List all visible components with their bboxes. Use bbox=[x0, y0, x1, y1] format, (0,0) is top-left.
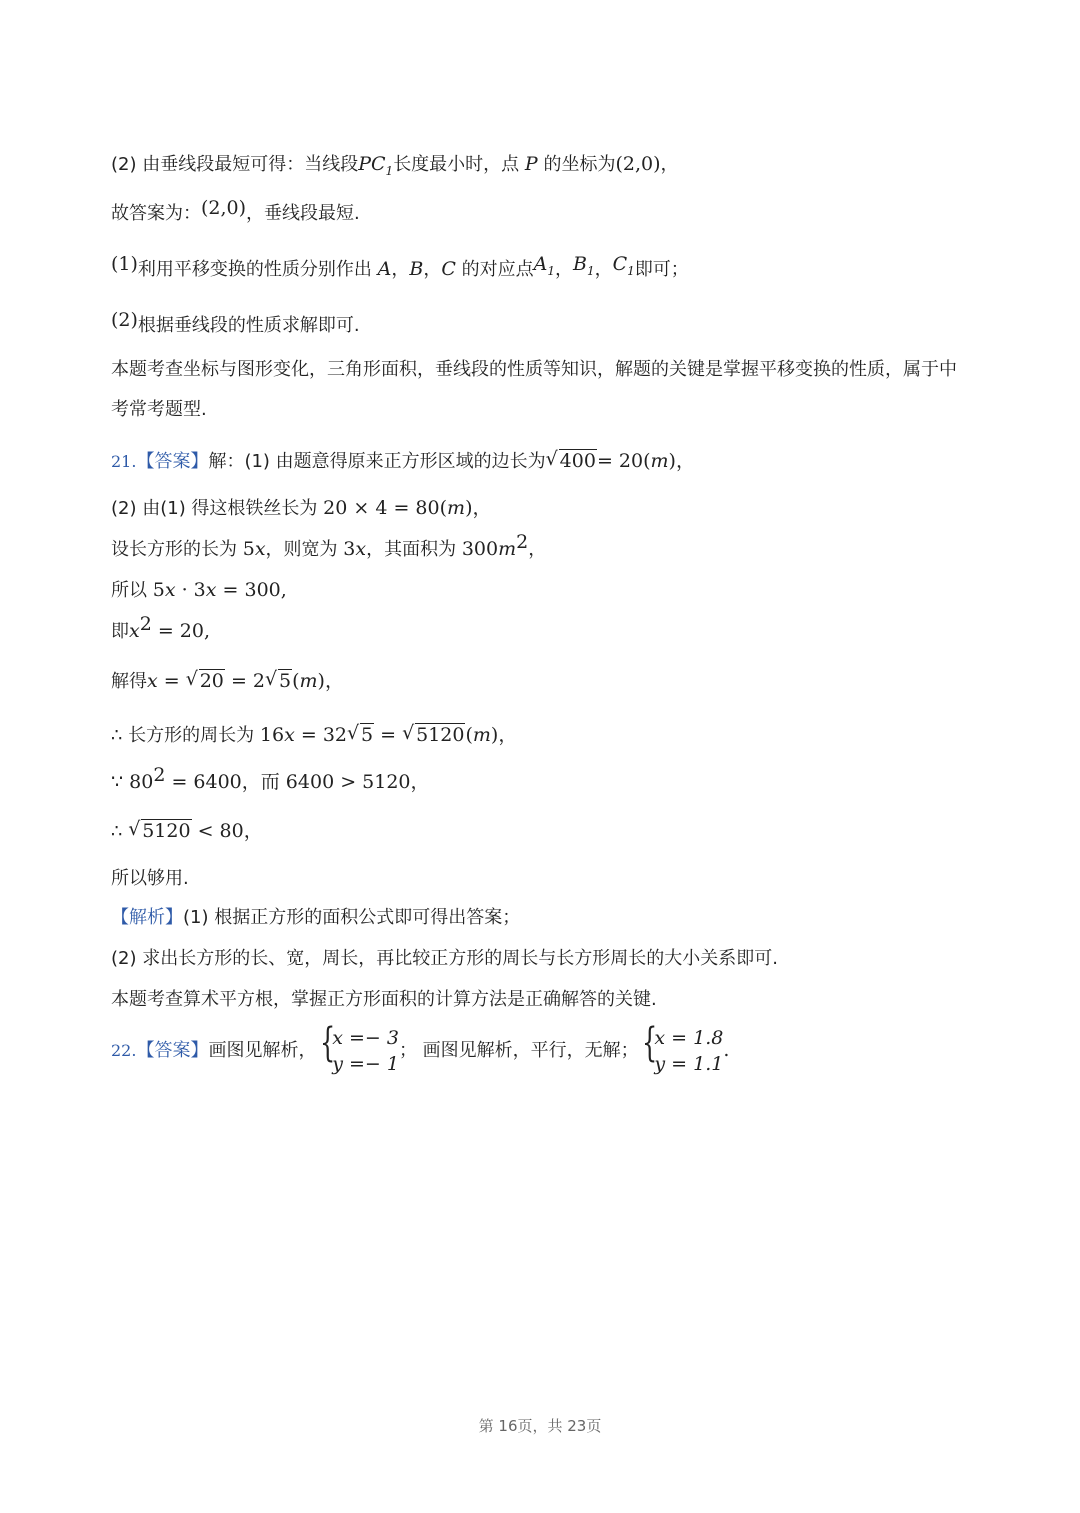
text: 故答案为： bbox=[111, 203, 201, 224]
math: ( bbox=[465, 724, 473, 746]
math: )， bbox=[490, 724, 518, 746]
text: ∴ bbox=[111, 821, 129, 842]
text: 利用平移变换的性质分别作出 bbox=[137, 259, 372, 280]
math: · 3 bbox=[175, 579, 206, 601]
eq: { x = 1.8 bbox=[654, 1027, 724, 1049]
math: ( bbox=[292, 670, 300, 692]
analysis-line bbox=[111, 905, 520, 931]
text: 的对应点 bbox=[461, 259, 534, 280]
radicand: 5 bbox=[279, 670, 292, 692]
math: 20 × 4 = 80( bbox=[323, 497, 448, 519]
equation-system-2 bbox=[644, 1025, 723, 1077]
text: 所以 bbox=[111, 580, 147, 601]
math: (2,0) bbox=[201, 197, 247, 219]
text: 画图见解析， bbox=[208, 1040, 317, 1061]
math: (2) bbox=[111, 309, 138, 331]
line-11: 即$x^2 = 20$, bbox=[111, 613, 211, 642]
question-number: 22. bbox=[111, 1041, 137, 1060]
math: = 300, bbox=[216, 579, 287, 601]
line-4 bbox=[111, 309, 360, 339]
math: = 20( bbox=[596, 450, 651, 472]
line-13: ∴ 长方形的周长为 16x = 32√ 5 = √ 5120(m)， bbox=[111, 722, 517, 749]
text: 即 bbox=[111, 621, 129, 642]
text: ，则宽为 bbox=[265, 539, 338, 560]
math: 5 bbox=[152, 579, 165, 601]
text: 解：(1) 由题意得原来正方形区域的边长为 bbox=[208, 451, 546, 472]
eq: y = 1.1 bbox=[654, 1053, 724, 1075]
line-8: (2) 由(1) 得这根铁丝长为 20 × 4 = 80(m)， bbox=[111, 497, 492, 519]
text: 即可； bbox=[634, 259, 689, 280]
math: )， bbox=[465, 497, 492, 519]
math: )， bbox=[317, 670, 344, 692]
line-14: ∵ $80^2 = 6400$，而 6400 > 5120， bbox=[111, 764, 430, 793]
line-15 bbox=[111, 818, 263, 845]
radicand: 5 bbox=[361, 724, 374, 746]
line-1 bbox=[111, 151, 679, 178]
text: ∴ 长方形的周长为 bbox=[111, 725, 255, 746]
math: (1) bbox=[111, 253, 138, 275]
line-19: 本题考查算术平方根，掌握正方形面积的计算方法是正确解答的关键. bbox=[111, 989, 657, 1010]
eq: y =− 1 bbox=[332, 1053, 399, 1075]
math-b1: $B_1$ bbox=[573, 253, 595, 278]
math-p: P bbox=[524, 153, 538, 175]
text: 根据垂线段的性质求解即可. bbox=[137, 315, 360, 336]
math: )， bbox=[668, 450, 695, 472]
radicand: 5120 bbox=[142, 820, 191, 842]
text: 长度最小时，点 bbox=[393, 154, 520, 175]
math: = 32 bbox=[294, 724, 348, 746]
text: ，其面积为 bbox=[366, 539, 457, 560]
line-5: 本题考查坐标与图形变化，三角形面积，垂线段的性质等知识，解题的关键是掌握平移变换的性质，属于中 bbox=[111, 359, 957, 380]
math-abc: A bbox=[377, 258, 392, 280]
text: ， bbox=[660, 154, 679, 175]
math: ∵ 80 bbox=[111, 771, 154, 793]
math-c1: $C_1$ bbox=[612, 253, 635, 278]
line-16: 所以够用. bbox=[111, 868, 189, 889]
equation-system-1 bbox=[322, 1025, 399, 1077]
sqrt bbox=[546, 448, 597, 474]
math: = bbox=[157, 670, 186, 692]
line-6: 考常考题型. bbox=[111, 399, 207, 420]
radicand: 20 bbox=[199, 670, 224, 692]
math: = 20, bbox=[151, 620, 211, 642]
radicand: 400 bbox=[559, 450, 596, 472]
line-18: (2) 求出长方形的长、宽，周长，再比较正方形的周长与长方形周长的大小关系即可. bbox=[111, 948, 778, 969]
math-a1: $A_1$ bbox=[533, 253, 556, 278]
math: (2,0) bbox=[615, 153, 661, 175]
math: = 6400，而 6400 > 5120， bbox=[165, 771, 430, 793]
math: . bbox=[723, 1039, 730, 1061]
eq: { x =− 3 bbox=[332, 1027, 399, 1049]
line-3: (1)利用平移变换的性质分别作出 A，B，C 的对应点$A_1$，$B_1$，$C_1$即可； bbox=[111, 253, 689, 280]
math: 300 bbox=[461, 538, 499, 560]
text: 的坐标为 bbox=[543, 154, 616, 175]
text: 设长方形的长为 bbox=[111, 539, 237, 560]
analysis-tag: 【解析】 bbox=[111, 907, 183, 928]
text: (1) 根据正方形的面积公式即可得出答案； bbox=[183, 907, 521, 928]
sqrt bbox=[347, 722, 374, 748]
line-2 bbox=[111, 197, 360, 227]
question-number: 21. bbox=[111, 452, 137, 471]
math: = 2 bbox=[224, 670, 265, 692]
sqrt bbox=[402, 722, 465, 748]
text: (2) 由垂线段最短可得：当线段 bbox=[111, 154, 359, 175]
math: 3 bbox=[343, 538, 356, 560]
math: 16 bbox=[259, 724, 285, 746]
text: 解得 bbox=[111, 671, 147, 692]
math: < 80， bbox=[191, 820, 263, 842]
sqrt bbox=[186, 668, 225, 694]
answer-tag: 【答案】 bbox=[136, 1040, 209, 1061]
sqrt bbox=[265, 668, 292, 694]
math-pc1: $PC_1$ bbox=[358, 153, 394, 178]
text: ； 画图见解析，平行，无解； bbox=[398, 1040, 639, 1061]
math: 5 bbox=[242, 538, 255, 560]
math: = bbox=[374, 724, 403, 746]
line-12: 解得x = √ 20 = 2√ 5(m)， bbox=[111, 668, 344, 695]
text: ，垂线段最短. bbox=[246, 203, 360, 224]
q21-answer: 21.【答案】解：(1) 由题意得原来正方形区域的边长为√ 400= 20(m)， bbox=[111, 448, 695, 475]
answer-tag: 【答案】 bbox=[136, 451, 209, 472]
radicand: 5120 bbox=[416, 724, 465, 746]
sqrt bbox=[128, 818, 191, 844]
line-9: 设长方形的长为 5x，则宽为 3x，其面积为 $300m^2$， bbox=[111, 531, 547, 560]
line-10: 所以 5x · 3x = 300, bbox=[111, 579, 287, 601]
text: (2) 由(1) 得这根铁丝长为 bbox=[111, 498, 318, 519]
page-footer: 第 16页，共 23页 bbox=[478, 1417, 602, 1435]
q22-answer bbox=[111, 1024, 729, 1077]
